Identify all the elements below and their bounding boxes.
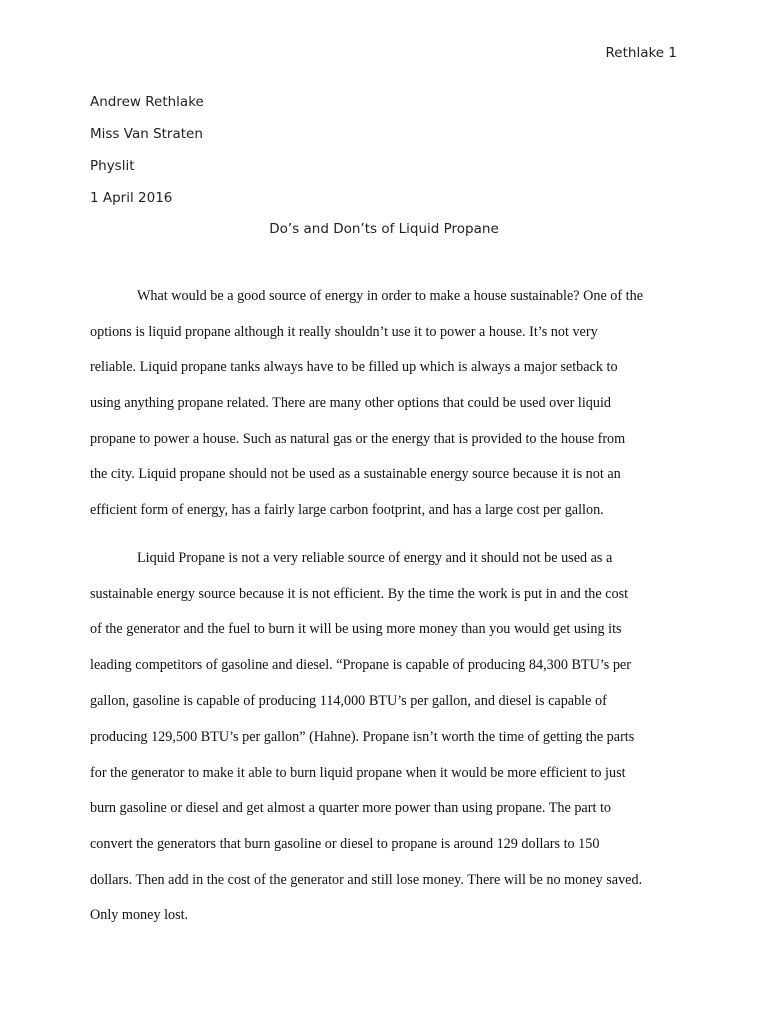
paragraph-1-line-4: using anything propane related. There are many other options that could be used over liquid [90,395,611,411]
paragraph-2-line-2: sustainable energy source because it is not efficient. By the time the work is put in and the cost [90,586,629,602]
paragraph-1-line-5: propane to power a house. Such as natural gas or the energy that is provided to the house from [90,431,626,447]
instructor-name: Miss Van Straten [90,126,203,142]
paragraph-2-line-1: Liquid Propane is not a very reliable source of energy and it should not be used as a [137,550,613,566]
paragraph-1-line-2: options is liquid propane although it really shouldn’t use it to power a house. It’s not very [90,324,598,340]
running-head: Rethlake 1 [605,45,677,61]
paragraph-2-line-4: leading competitors of gasoline and diesel. “Propane is capable of producing 84,300 BTU’s per [90,657,631,673]
paragraph-2-line-8: burn gasoline or diesel and get almost a quarter more power than using propane. The part to [90,800,611,816]
author-name: Andrew Rethlake [90,94,204,110]
paragraph-2-line-9: convert the generators that burn gasoline or diesel to propane is around 129 dollars to 150 [90,836,600,852]
document-date: 1 April 2016 [90,190,173,206]
document-title: Do’s and Don’ts of Liquid Propane [269,221,499,237]
paragraph-1-line-6: the city. Liquid propane should not be used as a sustainable energy source because it is not an [90,466,621,482]
paragraph-2-line-6: producing 129,500 BTU’s per gallon” (Hahne). Propane isn’t worth the time of getting the parts [90,729,635,745]
paragraph-1-line-3: reliable. Liquid propane tanks always have to be filled up which is always a major setback to [90,359,618,375]
paragraph-2-line-3: of the generator and the fuel to burn it will be using more money than you would get using its [90,621,622,637]
course-name: Physlit [90,158,135,174]
paragraph-1-line-7: efficient form of energy, has a fairly large carbon footprint, and has a large cost per gallon. [90,502,604,518]
paragraph-2-line-10: dollars. Then add in the cost of the generator and still lose money. There will be no money saved. [90,872,643,888]
paragraph-2-line-5: gallon, gasoline is capable of producing 114,000 BTU’s per gallon, and diesel is capable of [90,693,607,709]
paragraph-2-line-7: for the generator to make it able to burn liquid propane when it would be more efficient to just [90,765,626,781]
paragraph-1-line-1: What would be a good source of energy in order to make a house sustainable? One of the [137,288,643,304]
paragraph-2-line-11: Only money lost. [90,907,189,923]
